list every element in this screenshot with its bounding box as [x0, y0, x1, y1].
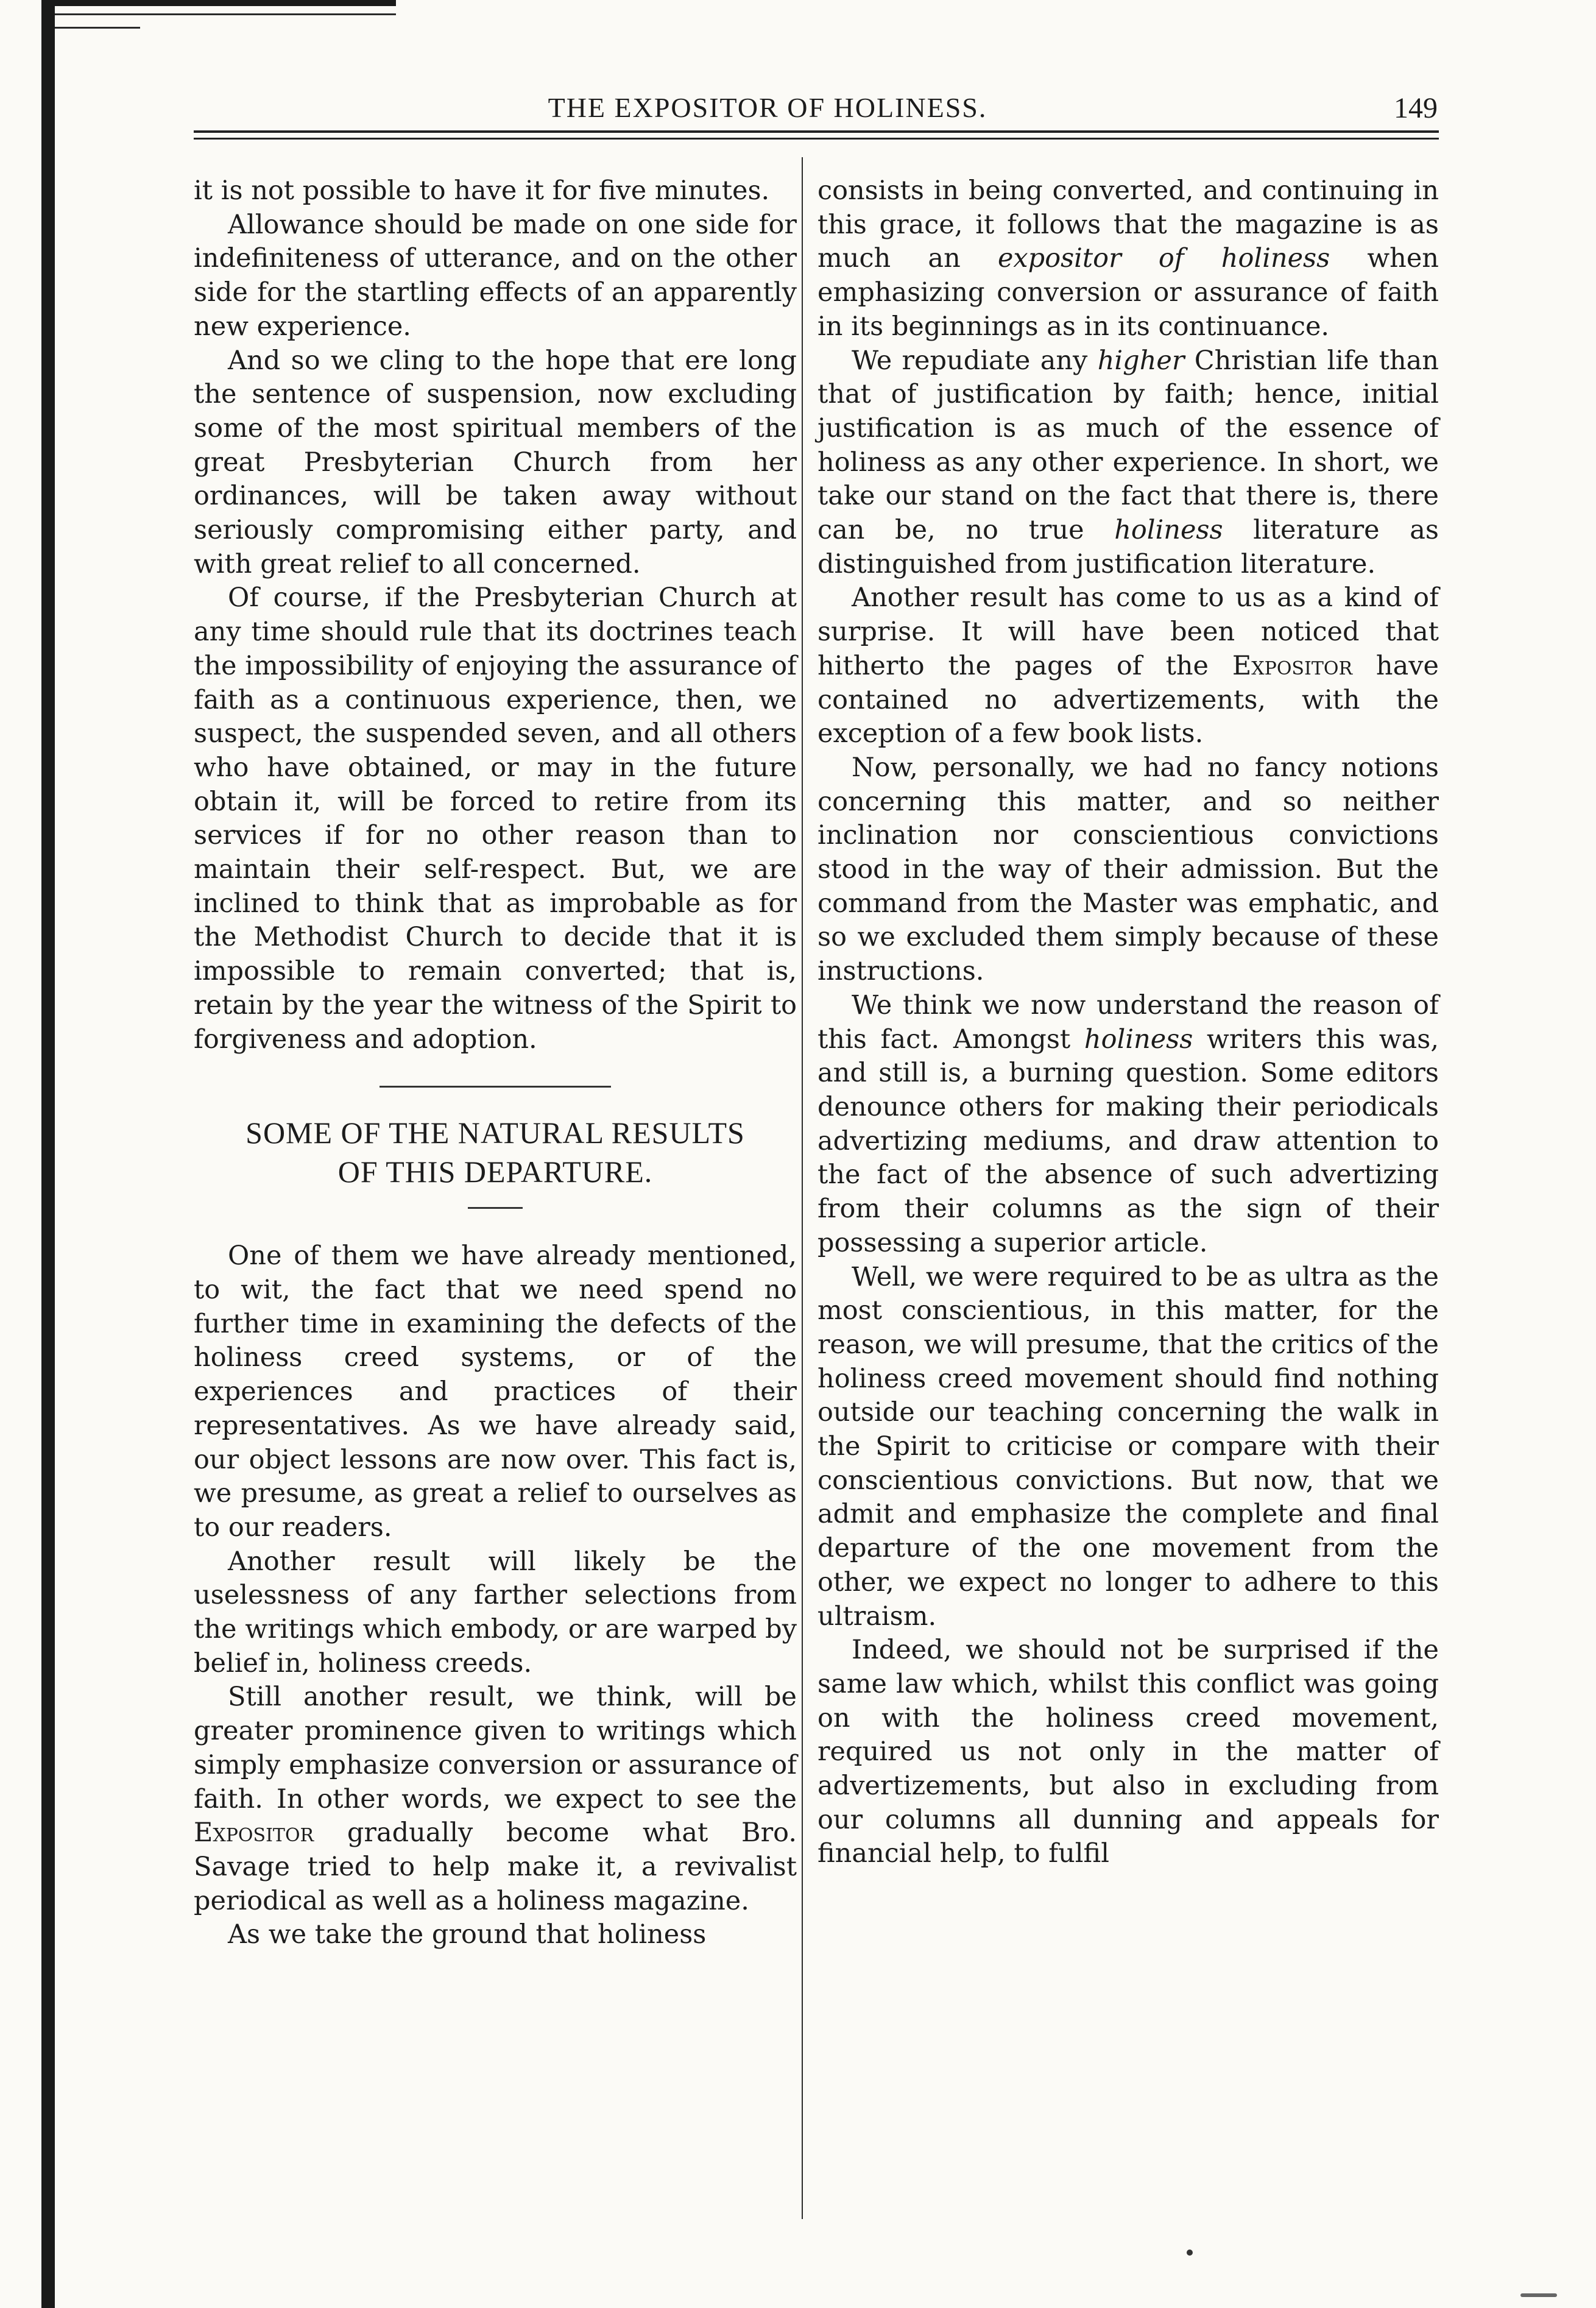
text-run: Still another result, we think, will be greater prominence given to writings which simply emphasize conversion or assurance of faith. In other words, we expect to see the: [194, 1682, 797, 1814]
text-run: literature as distinguished from justification literature.: [817, 515, 1439, 579]
text-run: We repudiate any: [852, 345, 1098, 376]
binding-top-rule-thin: [55, 13, 396, 15]
paragraph: Well, we were required to be as ultra as the most conscientious, in this matter, for the reason, we will presume, that the critics of the holiness creed movement should find nothing outside our teaching concerning the walk in the Spirit to criticise or compare with their conscientious convictions. But now, that we admit and emphasize the complete and final departure of the one movement from the other, we expect no longer to adhere to this ultraism.: [817, 1261, 1439, 1632]
section-divider: [380, 1086, 611, 1088]
magazine-name: Expositor: [194, 1818, 314, 1849]
paragraph: [817, 174, 1439, 344]
running-title: THE EXPOSITOR OF HOLINESS.: [548, 92, 987, 123]
italic-word: higher: [1097, 345, 1185, 376]
text-run: have contained no advertizements, with the exception of a few book lists.: [817, 650, 1439, 749]
section-heading-line: SOME OF THE NATURAL RESULTS: [245, 1116, 745, 1150]
text-run: consists in being converted, and continuing in this grace, it follows that the magazine is as much an: [817, 175, 1439, 274]
text-run: Christian life than that of justification by faith; hence, initial justification is as much of the essence of holiness as any other experience. In short, we take our stand on the fact that there is, there can be, no true: [817, 345, 1439, 546]
italic-word: holiness: [1114, 515, 1223, 546]
paragraph: Another result will likely be the uselessness of any farther selections from the writings which embody, or are warped by belief in, holiness creeds.: [194, 1546, 797, 1679]
header-rule-second: [194, 138, 1439, 140]
print-speck: [1520, 2293, 1557, 2297]
paragraph: Indeed, we should not be surprised if the same law which, whilst this conflict was going on with the holiness creed movement, required us not only in the matter of advertizements, but also in excluding from our columns all dunning and appeals for financial help, to fulfil: [817, 1635, 1439, 1869]
paragraph: [817, 344, 1439, 582]
italic-word: holiness: [1084, 1024, 1193, 1055]
paragraph: As we take the ground that holiness: [228, 1919, 707, 1950]
magazine-name: Expositor: [1232, 650, 1353, 681]
section-heading-line: OF THIS DEPARTURE.: [337, 1155, 653, 1189]
paragraph: Now, personally, we had no fancy notions concerning this matter, and so neither inclination nor conscientious convictions stood in the way of their admission. But the command from the Master was emphatic, and so we excluded them simply because of these instructions.: [817, 752, 1439, 987]
text-run: when emphasizing conversion or assurance of faith in its beginnings as in its continuance.: [817, 243, 1439, 342]
paragraph: [194, 1680, 797, 1918]
paragraph: And so we cling to the hope that ere long the sentence of suspension, now excluding some of the most spiritual members of the great Presbyterian Church from her ordinances, will be taken away without seriously compromising either party, and with great relief to all concerned.: [194, 345, 797, 579]
binding-top-rule: [55, 0, 396, 6]
right-column: [817, 174, 1439, 1871]
section-heading: [194, 1113, 797, 1191]
column-divider: [802, 157, 803, 2219]
paragraph: [817, 989, 1439, 1261]
paragraph-text: Allowance should be made on one side for indefiniteness of utterance, and on the other side for the startling effects of an apparently new experience.: [194, 209, 797, 342]
text-run: gradually become what Bro. Savage tried to help make it, a revivalist periodical as well as a holiness magazine.: [194, 1818, 797, 1916]
text-run: writers this was, and still is, a burning question. Some editors denounce others for making their periodicals advertizing mediums, and draw attention to the fact of the absence of such advertizing from their columns as the sign of their possessing a superior article.: [817, 1024, 1439, 1258]
paragraph: [194, 208, 797, 344]
print-speck: [1187, 2250, 1193, 2256]
text-run: We think we now understand the reason of this fact. Amongst: [817, 989, 1439, 1055]
paragraph: it is not possible to have it for five minutes.: [194, 175, 770, 206]
paragraph: Of course, if the Presbyterian Church at any time should rule that its doctrines teach the impossibility of enjoying the assurance of faith as a continuous experience, then, we suspect, the suspended seven, and all others who have obtained, or may in the future obtain it, will be forced to retire from its services if for no other reason than to maintain their self-respect. But, we are inclined to think that as improbable as for the Methodist Church to decide that it is impossible to remain converted; that is, retain by the year the witness of the Spirit to forgiveness and adoption.: [194, 582, 797, 1055]
binding-tick: [55, 27, 140, 29]
italic-phrase: expositor of holiness: [997, 243, 1330, 274]
paragraph: [817, 581, 1439, 751]
page-number: 149: [1394, 92, 1438, 124]
heading-underline: [468, 1207, 523, 1209]
paragraph: One of them we have already mentioned, to wit, the fact that we need spend no further time in examining the defects of the holiness creed systems, or of the experiences and practices of their representatives. As we have already said, our object lessons are now over. This fact is, we presume, as great a relief to ourselves as to our readers.: [194, 1241, 797, 1543]
running-head: [195, 87, 1438, 135]
text-run: Another result has come to us as a kind of surprise. It will have been noticed that hitherto the pages of the: [817, 582, 1439, 681]
header-rule: [194, 130, 1439, 133]
left-column: [194, 174, 797, 1952]
binding-edge: [41, 0, 55, 2308]
